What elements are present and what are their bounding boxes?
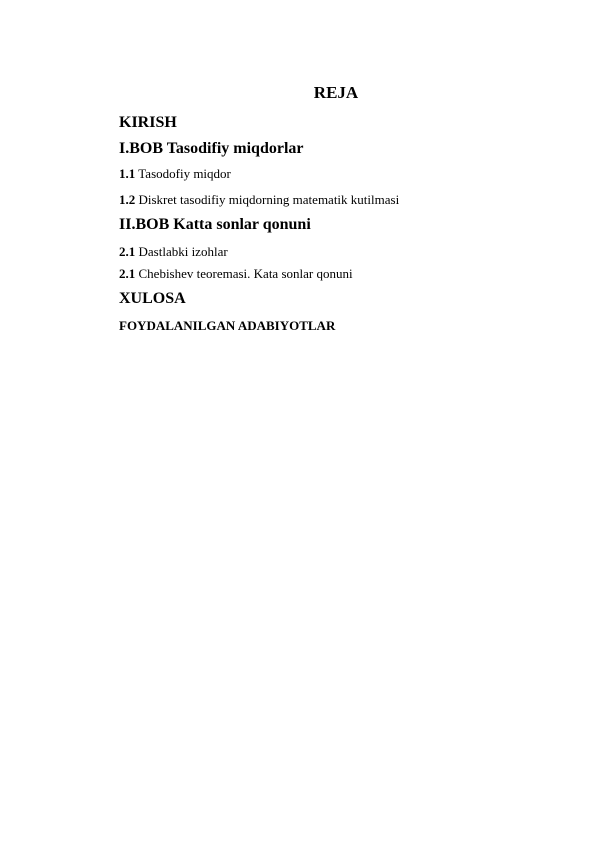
section-1-2 [119,192,399,207]
section-2-1-a [119,244,228,259]
section-number: 2.1 [119,244,136,259]
page-title: REJA [313,83,359,102]
section-title: Chebishev teoremasi. Kata sonlar qonuni [138,266,353,281]
section-title: Diskret tasodifiy miqdorning matematik kutilmasi [138,192,400,207]
section-number: 1.1 [119,166,136,181]
section-1-1 [119,166,231,181]
section-number: 2.1 [119,266,136,281]
section-2-1-b [119,266,353,281]
section-title: Tasodofiy miqdor [138,166,231,181]
heading-introduction: KIRISH [119,114,177,131]
heading-chapter-2: II.BOB Katta sonlar qonuni [119,216,311,233]
heading-chapter-1: I.BOB Tasodifiy miqdorlar [119,140,304,157]
heading-references: FOYDALANILGAN ADABIYOTLAR [119,318,336,333]
section-number: 1.2 [119,192,136,207]
heading-conclusion: XULOSA [119,290,186,307]
section-title: Dastlabki izohlar [138,244,228,259]
